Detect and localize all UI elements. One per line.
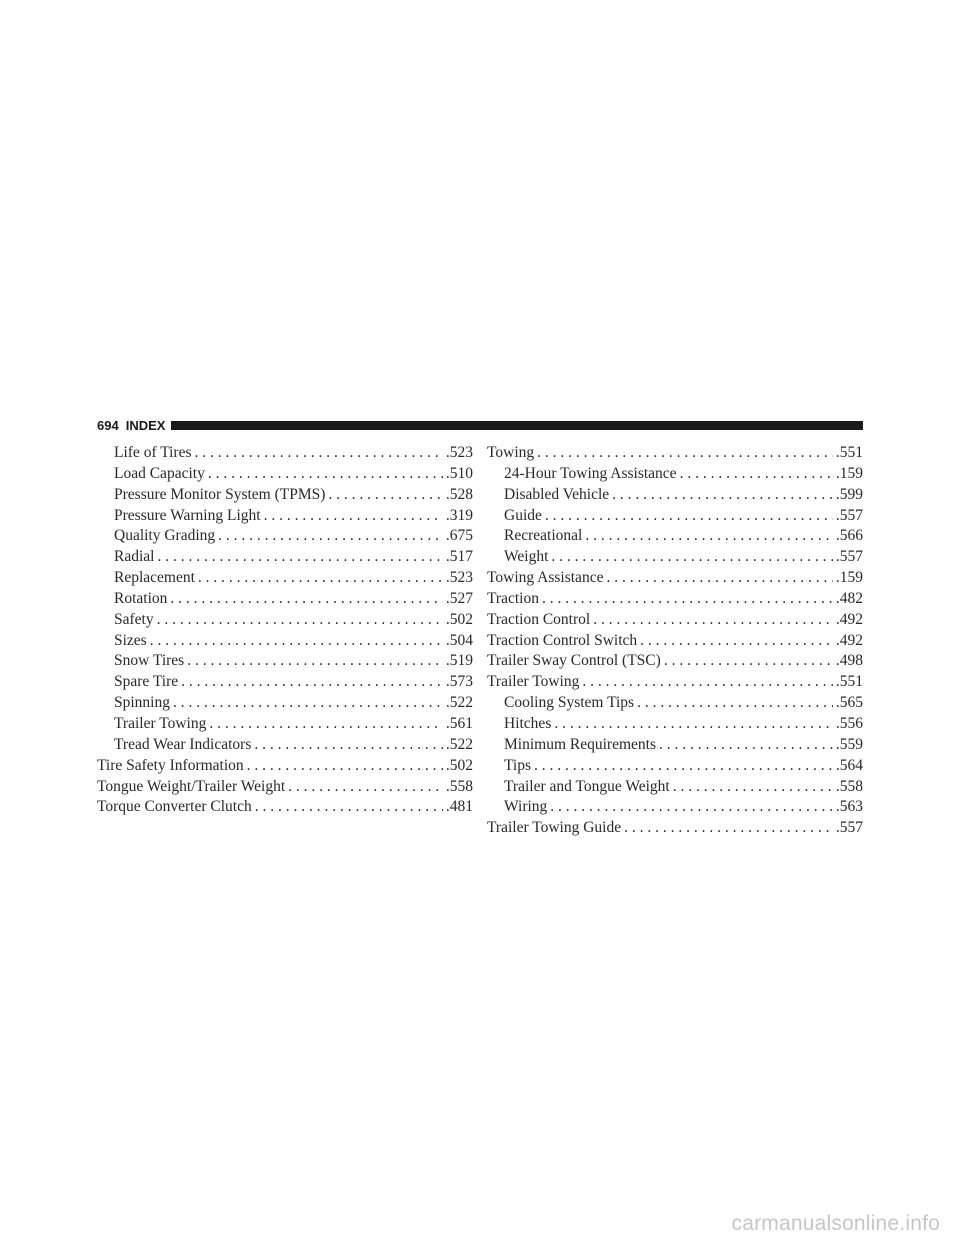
dot-leader xyxy=(612,485,833,506)
dot-leader xyxy=(582,672,833,693)
dot-leader xyxy=(198,568,443,589)
entry-page-number: .558 xyxy=(445,777,473,795)
entry-label: Tips xyxy=(504,756,532,774)
index-subentry xyxy=(487,756,863,777)
entry-label: Tire Safety Information xyxy=(97,756,244,774)
dot-leader xyxy=(187,651,443,672)
entry-label: Spare Tire xyxy=(114,673,179,691)
index-subentry xyxy=(97,589,473,610)
index-subentry xyxy=(97,693,473,714)
index-entry xyxy=(487,672,863,693)
entry-label: Trailer Sway Control (TSC) xyxy=(487,652,661,670)
index-subentry xyxy=(97,610,473,631)
entry-page-number: .557 xyxy=(835,819,863,837)
dot-leader xyxy=(637,693,833,714)
index-entry xyxy=(487,610,863,631)
dot-leader xyxy=(664,651,833,672)
entry-label: Towing Assistance xyxy=(487,569,604,587)
entry-page-number: .519 xyxy=(445,652,473,670)
entry-label: Trailer Towing xyxy=(114,714,207,732)
index-column-right xyxy=(487,443,863,839)
entry-label: Sizes xyxy=(114,631,147,649)
entry-page-number: .573 xyxy=(445,673,473,691)
dot-leader xyxy=(247,756,443,777)
dot-leader xyxy=(288,777,443,798)
dot-leader xyxy=(673,777,833,798)
entry-label: Hitches xyxy=(504,714,552,732)
dot-leader xyxy=(255,797,443,818)
entry-page-number: .528 xyxy=(445,485,473,503)
entry-page-number: .522 xyxy=(445,694,473,712)
index-entry xyxy=(97,777,473,798)
entry-label: 24-Hour Towing Assistance xyxy=(504,464,677,482)
dot-leader xyxy=(550,797,833,818)
index-column-left xyxy=(97,443,473,818)
index-entry xyxy=(487,631,863,652)
entry-label: Spinning xyxy=(114,694,170,712)
entry-page-number: .558 xyxy=(835,777,863,795)
entry-label: Traction Control xyxy=(487,610,591,628)
dot-leader xyxy=(157,547,442,568)
entry-page-number: .502 xyxy=(445,610,473,628)
index-subentry xyxy=(97,443,473,464)
entry-label: Recreational xyxy=(504,527,583,545)
entry-label: Radial xyxy=(114,548,155,566)
entry-page-number: .492 xyxy=(835,631,863,649)
entry-label: Trailer Towing Guide xyxy=(487,819,622,837)
header-rule xyxy=(171,421,863,430)
entry-page-number: .527 xyxy=(445,589,473,607)
index-subentry xyxy=(487,777,863,798)
dot-leader xyxy=(537,443,833,464)
entry-page-number: .563 xyxy=(835,798,863,816)
entry-label: Pressure Monitor System (TPMS) xyxy=(114,485,326,503)
entry-page-number: .481 xyxy=(445,798,473,816)
entry-label: Tread Wear Indicators xyxy=(114,735,252,753)
section-title: INDEX xyxy=(125,418,166,433)
index-subentry xyxy=(487,797,863,818)
dot-leader xyxy=(593,610,833,631)
entry-label: Replacement xyxy=(114,569,195,587)
dot-leader xyxy=(542,589,833,610)
entry-label: Safety xyxy=(114,610,154,628)
entry-label: Trailer and Tongue Weight xyxy=(504,777,670,795)
dot-leader xyxy=(680,464,833,485)
index-subentry xyxy=(487,464,863,485)
index-subentry xyxy=(97,485,473,506)
entry-label: Wiring xyxy=(504,798,548,816)
entry-label: Cooling System Tips xyxy=(504,694,635,712)
entry-page-number: .510 xyxy=(445,464,473,482)
entry-label: Trailer Towing xyxy=(487,673,580,691)
entry-label: Snow Tires xyxy=(114,652,185,670)
index-entry xyxy=(487,818,863,839)
entry-page-number: .492 xyxy=(835,610,863,628)
entry-page-number: .551 xyxy=(835,444,863,461)
entry-page-number: .523 xyxy=(445,444,473,461)
index-subentry xyxy=(487,714,863,735)
entry-label: Tongue Weight/Trailer Weight xyxy=(97,777,286,795)
dot-leader xyxy=(328,485,442,506)
dot-leader xyxy=(585,526,833,547)
dot-leader xyxy=(534,756,833,777)
entry-page-number: .517 xyxy=(445,548,473,566)
dot-leader xyxy=(545,506,833,527)
entry-page-number: .561 xyxy=(445,714,473,732)
entry-page-number: .559 xyxy=(835,735,863,753)
entry-label: Traction xyxy=(487,589,539,607)
dot-leader xyxy=(640,631,833,652)
dot-leader xyxy=(208,464,443,485)
page-number: 694 xyxy=(97,418,119,433)
dot-leader xyxy=(173,693,443,714)
dot-leader xyxy=(170,589,442,610)
index-entry xyxy=(97,797,473,818)
dot-leader xyxy=(659,735,833,756)
entry-label: Quality Grading xyxy=(114,527,216,545)
index-subentry xyxy=(97,568,473,589)
entry-page-number: .159 xyxy=(835,464,863,482)
index-subentry xyxy=(487,693,863,714)
entry-label: Disabled Vehicle xyxy=(504,485,610,503)
index-subentry xyxy=(97,735,473,756)
index-entry xyxy=(487,651,863,672)
index-subentry xyxy=(97,672,473,693)
index-entry xyxy=(487,589,863,610)
dot-leader xyxy=(264,506,443,527)
dot-leader xyxy=(195,443,443,464)
index-subentry xyxy=(487,735,863,756)
dot-leader xyxy=(554,714,833,735)
index-entry xyxy=(487,568,863,589)
entry-page-number: .482 xyxy=(835,589,863,607)
entry-label: Rotation xyxy=(114,589,168,607)
entry-page-number: .675 xyxy=(445,527,473,545)
index-subentry xyxy=(97,526,473,547)
index-subentry xyxy=(487,506,863,527)
entry-page-number: .564 xyxy=(835,756,863,774)
index-subentry xyxy=(487,547,863,568)
index-subentry xyxy=(97,651,473,672)
entry-page-number: .599 xyxy=(835,485,863,503)
dot-leader xyxy=(254,735,443,756)
entry-label: Minimum Requirements xyxy=(504,735,656,753)
entry-page-number: .159 xyxy=(835,569,863,587)
entry-page-number: .498 xyxy=(835,652,863,670)
index-subentry xyxy=(487,526,863,547)
dot-leader xyxy=(606,568,832,589)
page-header xyxy=(97,417,863,434)
index-subentry xyxy=(487,485,863,506)
dot-leader xyxy=(218,526,443,547)
entry-page-number: .556 xyxy=(835,714,863,732)
dot-leader xyxy=(209,714,443,735)
entry-label: Life of Tires xyxy=(114,444,192,461)
entry-label: Load Capacity xyxy=(114,464,205,482)
entry-page-number: .522 xyxy=(445,735,473,753)
dot-leader xyxy=(150,631,443,652)
dot-leader xyxy=(551,547,832,568)
entry-label: Torque Converter Clutch xyxy=(97,798,252,816)
dot-leader xyxy=(181,672,443,693)
entry-page-number: .319 xyxy=(445,506,473,524)
entry-page-number: .565 xyxy=(835,694,863,712)
entry-label: Towing xyxy=(487,444,535,461)
entry-page-number: .566 xyxy=(835,527,863,545)
index-entry xyxy=(97,756,473,777)
index-subentry xyxy=(97,506,473,527)
entry-page-number: .523 xyxy=(445,569,473,587)
index-subentry xyxy=(97,714,473,735)
entry-label: Traction Control Switch xyxy=(487,631,638,649)
index-subentry xyxy=(97,547,473,568)
entry-page-number: .557 xyxy=(835,548,863,566)
entry-page-number: .557 xyxy=(835,506,863,524)
entry-page-number: .502 xyxy=(445,756,473,774)
index-subentry xyxy=(97,631,473,652)
watermark: carmanualsonline.info xyxy=(731,1212,940,1235)
dot-leader xyxy=(157,610,443,631)
dot-leader xyxy=(624,818,833,839)
entry-page-number: .504 xyxy=(445,631,473,649)
entry-label: Guide xyxy=(504,506,542,524)
index-entry xyxy=(487,443,863,464)
index-subentry xyxy=(97,464,473,485)
entry-label: Pressure Warning Light xyxy=(114,506,261,524)
entry-label: Weight xyxy=(504,548,549,566)
entry-page-number: .551 xyxy=(835,673,863,691)
